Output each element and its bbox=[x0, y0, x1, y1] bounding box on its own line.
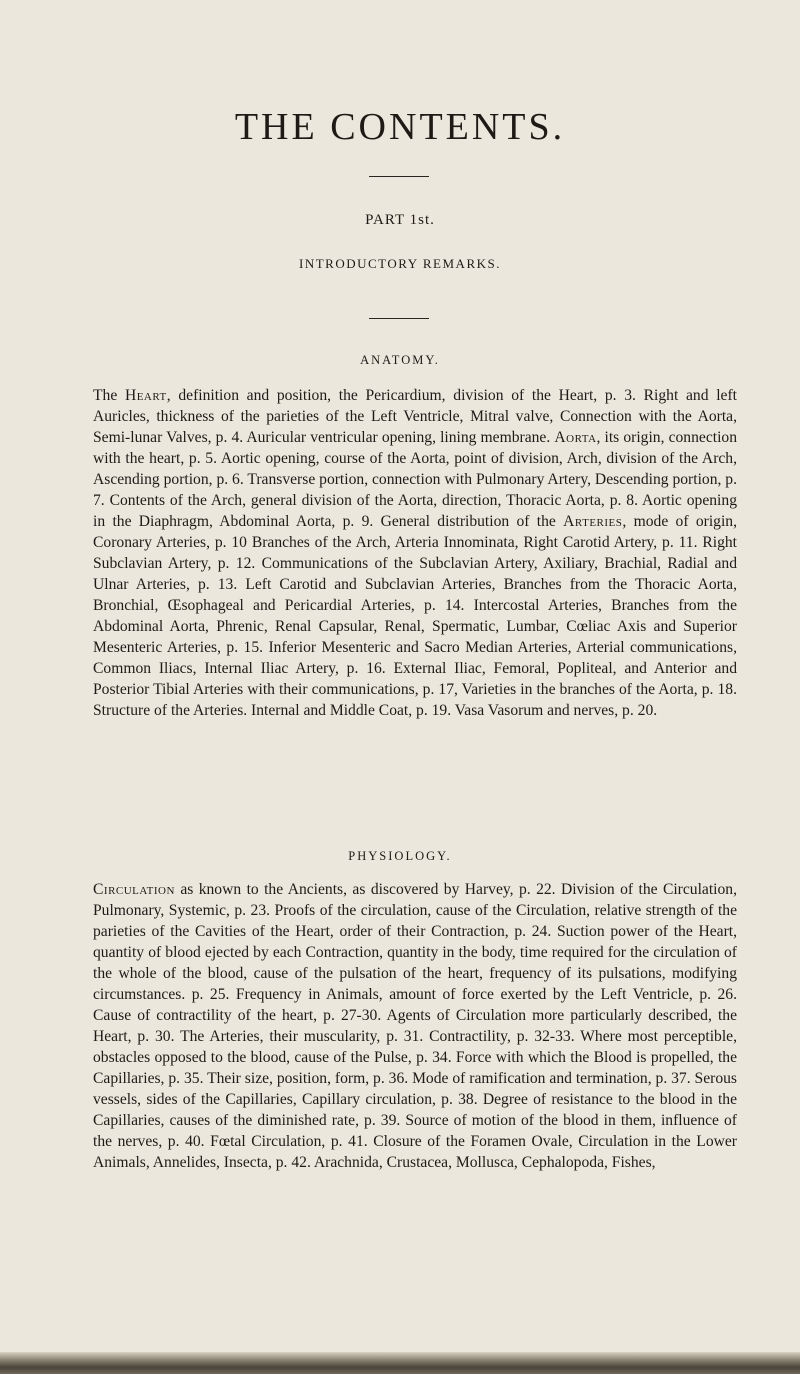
text-run: as known to the Ancients, as discovered by Harvey, p. 22. Division of the Circulation, Pulmonary, Systemic, p. 23. Proofs of the circulation, cause of the Circulation, relative strength of the parieties of the Cavities of the Heart, order of their Contraction, p. 24. Suction power of the Heart, quantity of blood ejected by each Contraction, quantity in the body, time required for the circulation of the whole of the blood, cause of the pulsation of the heart, frequency of its pulsations, modifying circumstances. p. 25. Frequency in Animals, amount of force exerted by the Left Ventricle, p. 26. Cause of contractility of the heart, p. 27-30. Agents of Circulation more particularly described, the Heart, p. 30. The Arteries, their muscularity, p. 31. Contractility, p. 32-33. Where most perceptible, obstacles opposed to the blood, cause of the Pulse, p. 34. Force with which the Blood is propelled, the Capillaries, p. 35. Their size, position, form, p. 36. Mode of ramification and termination, p. 37. Serous vessels, sides of the Capillaries, Capillary circulation, p. 38. Degree of resistance to the blood in the Capillaries, causes of the diminished rate, p. 39. Source of motion of the blood in them, influence of the nerves, p. 40. Fœtal Circulation, p. 41. Closure of the Foramen Ovale, Circulation in the Lower Animals, Annelides, Insecta, p. 42. Arachnida, Crustacea, Mollusca, Cephalopoda, Fishes, bbox=[93, 881, 737, 1171]
part-label: PART 1st. bbox=[365, 212, 435, 228]
anatomy-paragraph bbox=[93, 385, 737, 721]
part-divider bbox=[369, 318, 429, 319]
small-caps-term: Aorta bbox=[554, 429, 597, 446]
small-caps-term: Circulation bbox=[93, 881, 175, 898]
text-run: , mode of origin, Coronary Arteries, p. 10 Branches of the Arch, Arteria Innominata, Right Carotid Artery, p. 11. Right Subclavian Artery, p. 12. Communications of the Subclavian Artery, Axiliary, Brachial, Radial and Ulnar Arteries, p. 13. Left Carotid and Subclavian Arteries, Branches from the Thoracic Aorta, Bronchial, Œsophageal and Pericardial Arteries, p. 14. Intercostal Arteries, Branches from the Abdominal Aorta, Phrenic, Renal Capsular, Renal, Spermatic, Lumbar, Cœliac Axis and Superior Mesenteric Arteries, p. 15. Inferior Mesenteric and Sacro Median Arteries, Arterial communications, Common Iliacs, Internal Iliac Artery, p. 16. External Iliac, Femoral, Popliteal, and Anterior and Posterior Tibial Arteries with their communications, p. 17, Varieties in the branches of the Aorta, p. 18. Structure of the Arteries. Internal and Middle Coat, p. 19. Vasa Vasorum and nerves, p. 20. bbox=[93, 513, 737, 719]
page-title: THE CONTENTS. bbox=[234, 106, 566, 148]
small-caps-term: Arteries bbox=[563, 513, 623, 530]
small-caps-term: Heart bbox=[124, 387, 167, 404]
page-bottom-edge bbox=[0, 1352, 800, 1374]
part-subtitle: INTRODUCTORY REMARKS. bbox=[299, 256, 501, 271]
anatomy-heading: ANATOMY. bbox=[360, 353, 440, 367]
title-divider bbox=[369, 176, 429, 177]
physiology-heading: PHYSIOLOGY. bbox=[348, 849, 452, 863]
physiology-paragraph bbox=[93, 879, 737, 1173]
text-run: , definition and position, the Pericardium, division of the Heart, p. 3. Right and left Auricles, thickness of the parieties of the Left Ventricle, Mitral valve, Connection with the Aorta, Semi-lunar Valves, p. 4. Auricular ventricular opening, lining membrane. bbox=[93, 387, 737, 446]
text-run: , its origin, connection with the heart, p. 5. Aortic opening, course of the Aorta, point of division, Arch, division of the Arch, Ascending portion, p. 6. Transverse portion, connection with Pulmonary Artery, Descending portion, p. 7. Contents of the Arch, general division of the Aorta, direction, Thoracic Aorta, p. 8. Aortic opening in the Diaphragm, Abdominal Aorta, p. 9. General distribution of the bbox=[93, 429, 737, 530]
text-run: The bbox=[93, 387, 125, 404]
